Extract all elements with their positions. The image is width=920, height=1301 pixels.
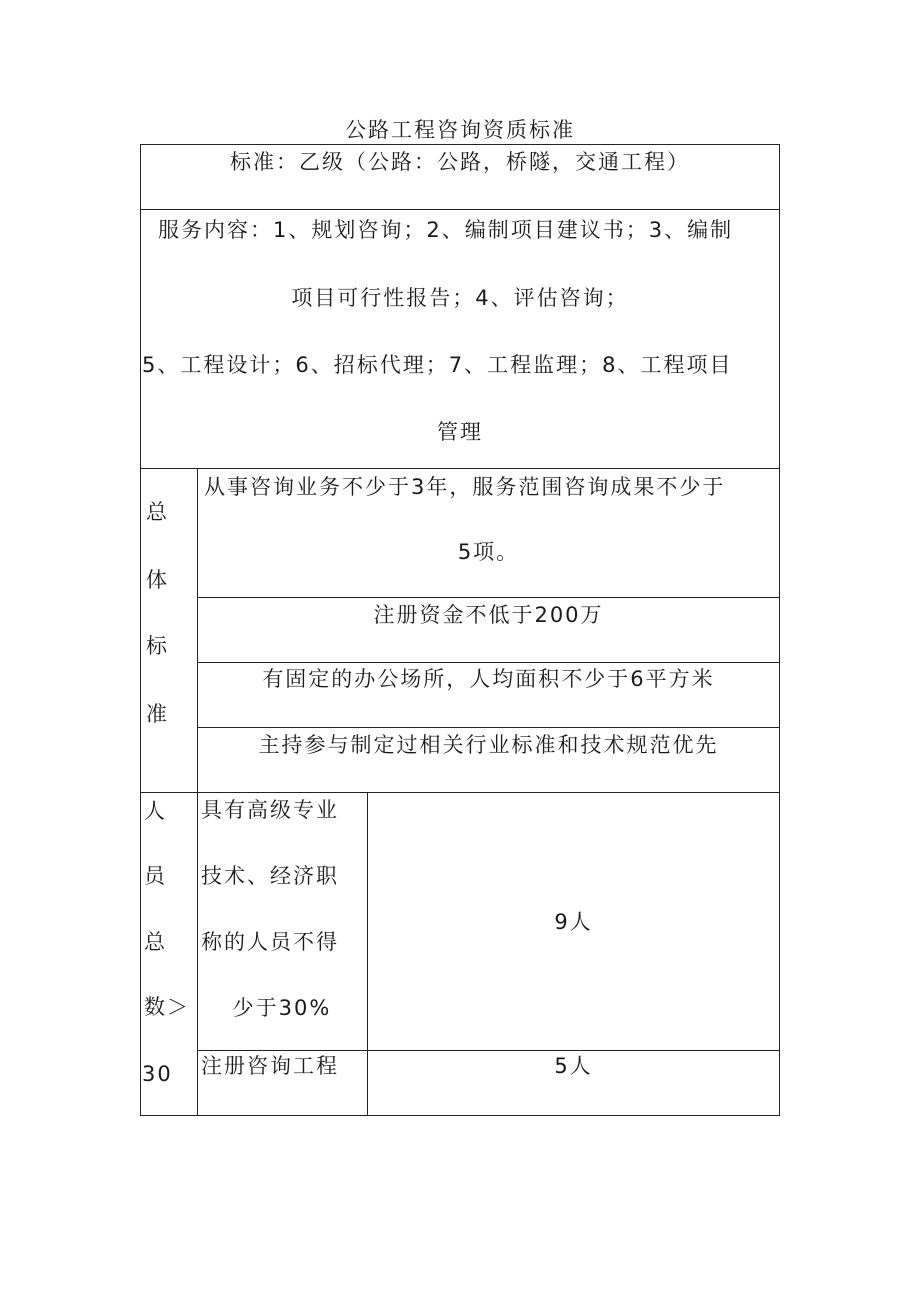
table-rule	[197, 597, 780, 598]
general-standard-label-char: 体	[146, 568, 169, 592]
personnel-label-line: 员	[144, 864, 167, 888]
registered-engineer-count: 5人	[554, 1054, 593, 1078]
table-rule	[197, 1050, 780, 1051]
services-line-4: 管理	[437, 420, 483, 444]
senior-title-requirement-line: 称的人员不得	[201, 930, 339, 954]
services-line-2: 项目可行性报告；4、评估咨询；	[291, 286, 629, 310]
experience-requirement-line-2: 5项。	[457, 540, 520, 564]
senior-title-requirement-line: 少于30%	[232, 996, 332, 1020]
table-rule	[197, 727, 780, 728]
general-standard-label-char: 准	[146, 702, 169, 726]
services-line-1: 服务内容：1、规划咨询；2、编制项目建议书；3、编制	[158, 218, 734, 242]
standards-requirement: 主持参与制定过相关行业标准和技术规范优先	[258, 733, 719, 757]
table-rule	[140, 468, 780, 469]
qualification-table	[140, 144, 780, 1116]
document-title: 公路工程咨询资质标准	[345, 118, 575, 142]
office-requirement: 有固定的办公场所，人均面积不少于6平方米	[262, 667, 715, 691]
general-standard-label-char: 标	[146, 634, 169, 658]
table-rule	[140, 209, 780, 210]
senior-title-requirement-line: 技术、经济职	[201, 864, 339, 888]
personnel-label-line: 数＞	[144, 995, 190, 1019]
table-border-top	[140, 144, 780, 145]
personnel-label-line: 30	[142, 1062, 173, 1086]
personnel-label-line: 总	[144, 930, 167, 954]
personnel-label-line: 人	[144, 799, 167, 823]
senior-title-count: 9人	[554, 910, 593, 934]
table-border-bottom	[140, 1115, 780, 1116]
registered-engineer-requirement: 注册咨询工程	[201, 1054, 339, 1078]
table-rule	[140, 792, 780, 793]
services-line-3: 5、工程设计；6、招标代理；7、工程监理；8、工程项目	[142, 353, 733, 377]
table-rule	[197, 662, 780, 663]
capital-requirement: 注册资金不低于200万	[373, 603, 604, 627]
senior-title-requirement-line: 具有高级专业	[201, 798, 339, 822]
general-standard-label-char: 总	[146, 500, 169, 524]
grade-header: 标准：乙级（公路：公路，桥隧，交通工程）	[230, 150, 690, 174]
experience-requirement-line-1: 从事咨询业务不少于3年，服务范围咨询成果不少于	[204, 475, 726, 499]
